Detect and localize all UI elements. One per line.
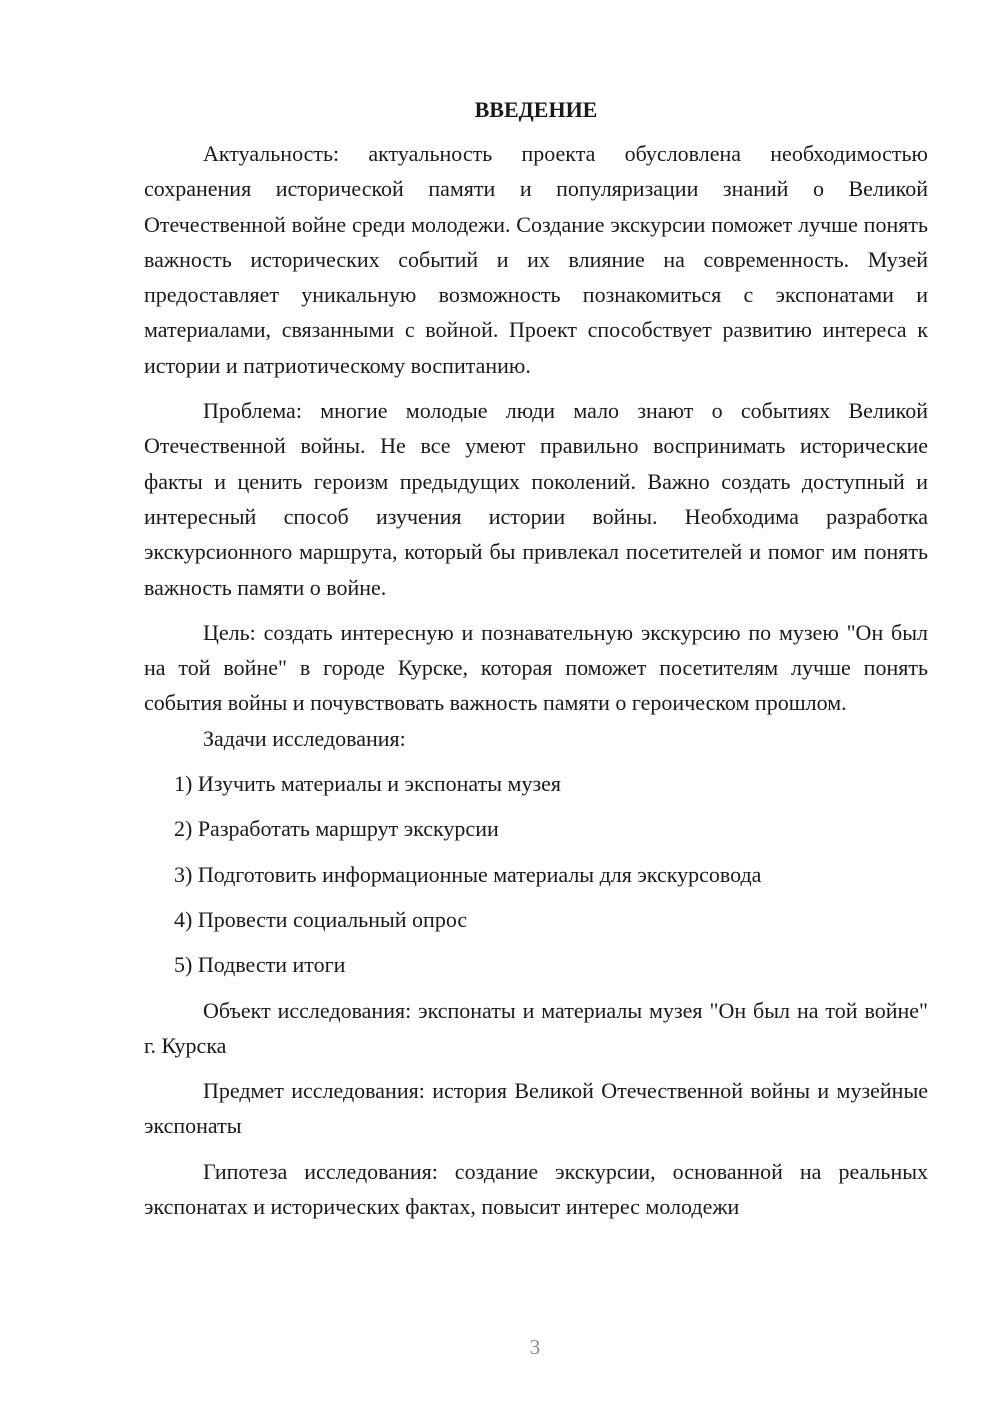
task-item-3: 3) Подготовить информационные материалы для экскурсовода	[174, 861, 762, 887]
object-paragraph: Объект исследования: экспонаты и материалы музея "Он был на той войне" г. Курска	[144, 997, 928, 1058]
problem-paragraph: Проблема: многие молодые люди мало знают о событиях Великой Отечественной войны. Не все умеют правильно воспринимать исторические факты и ценить героизм предыдущих поколений. Важно создать доступный и интересный способ изучения истории войны. Необходима разработка экскурсионного маршрута, который бы привлекал посетителей и помог им понять важность памяти о войне.	[144, 398, 928, 600]
hypothesis-paragraph: Гипотеза исследования: создание экскурсии, основанной на реальных экспонатах и исторических фактах, повысит интерес молодежи	[144, 1158, 928, 1220]
section-heading: ВВЕДЕНИЕ	[474, 97, 598, 122]
task-item-4: 4) Провести социальный опрос	[174, 906, 468, 932]
tasks-label: Задачи исследования:	[203, 725, 406, 751]
task-item-1: 1) Изучить материалы и экспонаты музея	[174, 771, 562, 797]
page-content	[144, 92, 928, 1224]
page-number: 3	[529, 1335, 541, 1359]
subject-paragraph: Предмет исследования: история Великой Отечественной войны и музейные экспонаты	[144, 1078, 928, 1139]
task-item-5: 5) Подвести итоги	[174, 952, 346, 978]
tasks-list	[144, 766, 928, 982]
relevance-paragraph: Актуальность: актуальность проекта обусловлена необходимостью сохранения исторической памяти и популяризации знаний о Великой Отечественной войне среди молодежи. Создание экскурсии поможет лучше понять важность исторических событий и их влияние на современность. Музей предоставляет уникальную возможность познакомиться с экспонатами и материалами, связанными с войной. Проект способствует развитию интереса к истории и патриотическому воспитанию.	[144, 141, 928, 378]
goal-paragraph: Цель: создать интересную и познавательную экскурсию по музею "Он был на той войне" в городе Курске, которая поможет посетителям лучше понять события войны и почувствовать важность памяти о героическом прошлом.	[144, 619, 928, 716]
task-item-2: 2) Разработать маршрут экскурсии	[174, 816, 499, 842]
